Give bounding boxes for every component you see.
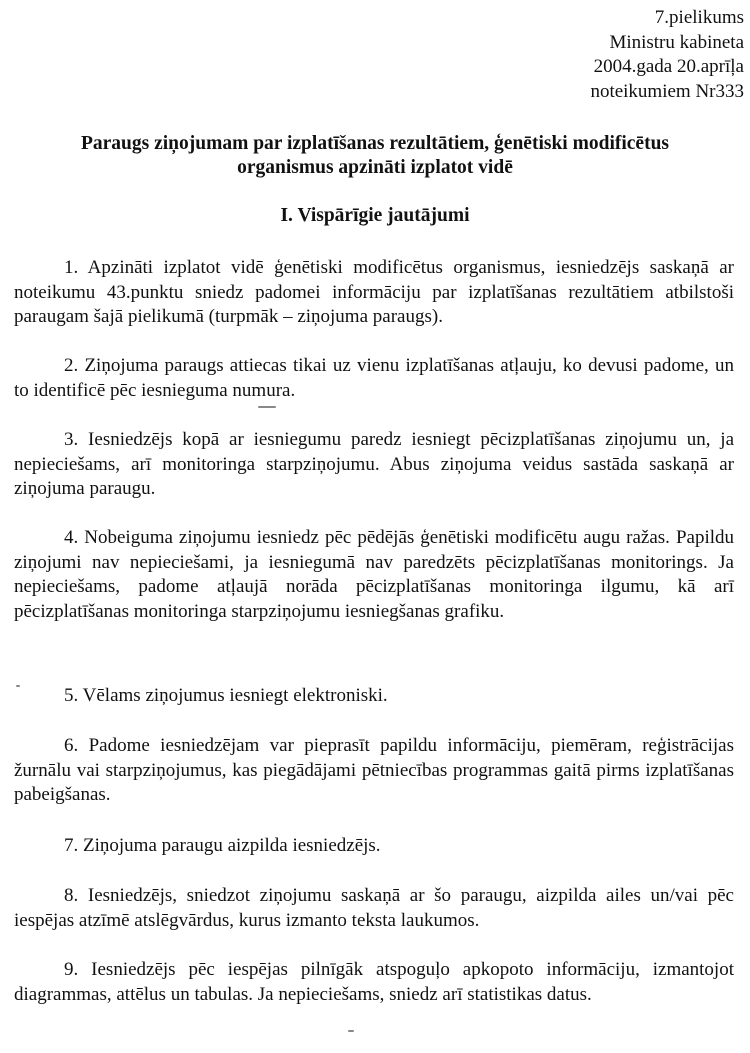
document-title — [10, 132, 740, 180]
paragraph-2: 2. Ziņojuma paraugs attiecas tikai uz vienu izplatīšanas atļauju, ko devusi padome, un to identificē pēc iesnieguma numura. — [14, 355, 734, 401]
paragraph-6: 6. Padome iesniedzējam var pieprasīt papildu informāciju, piemēram, reģistrācijas žurnālu vai starpziņojumus, kas piegādājami pētniecības programmas gaitā pirms izplatīšanas pabeigšanas. — [14, 735, 734, 806]
regulation-number: noteikumiem Nr333 — [590, 80, 744, 102]
document-title-line-1: Paraugs ziņojumam par izplatīšanas rezultātiem, ģenētiski modificētus — [80, 133, 670, 154]
section-heading: I. Vispārīgie jautājumi — [280, 205, 470, 226]
document-title-line-2: organismus apzināti izplatot vidē — [237, 157, 513, 178]
regulation-date: 2004.gada 20.aprīļa — [593, 56, 744, 77]
paragraph-8: 8. Iesniedzējs, sniedzot ziņojumu saskaņā ar šo paraugu, aizpilda ailes un/vai pēc iespējas atzīmē atslēgvārdus, kurus izmanto teksta laukumos. — [14, 885, 734, 931]
annex-number: 7.pielikums — [654, 7, 744, 28]
scan-smudge-mark — [258, 406, 276, 408]
paragraph-3: 3. Iesniedzējs kopā ar iesniegumu paredz iesniegt pēcizplatīšanas ziņojumu un, ja nepieciešams, arī monitoringa starpziņojumu. Abus ziņojuma veidus sastāda saskaņā ar ziņojuma paraugu. — [14, 429, 734, 500]
scan-dash-mark — [348, 1030, 354, 1032]
paragraph-7: 7. Ziņojuma paraugu aizpilda iesniedzējs. — [64, 835, 381, 856]
annex-header — [484, 6, 744, 104]
paragraph-1: 1. Apzināti izplatot vidē ģenētiski modificētus organismus, iesniedzējs saskaņā ar noteikumu 43.punktu sniedz padomei informāciju par izplatīšanas rezultātiem atbilstoši paraugam šajā pielikumā (turpmāk – ziņojuma paraugs). — [14, 257, 734, 328]
paragraph-5: 5. Vēlams ziņojumus iesniegt elektroniski. — [64, 685, 388, 706]
paragraph-9: 9. Iesniedzējs pēc iespējas pilnīgāk atspoguļo apkopoto informāciju, izmantojot diagrammas, attēlus un tabulas. Ja nepieciešams, sniedz arī statistikas datus. — [14, 959, 734, 1005]
paragraph-4: 4. Nobeiguma ziņojumu iesniedz pēc pēdējās ģenētiski modificētu augu ražas. Papildu ziņojumi nav nepieciešami, ja iesniegumā nav paredzēts pēcizplatīšanas monitorings. Ja nepieciešams, padome atļaujā norāda pēcizplatīšanas monitoringa ilgumu, kā arī pēcizplatīšanas monitoringa starpziņojumu iesniegšanas grafiku. — [14, 527, 734, 622]
scan-dot-mark — [16, 685, 20, 687]
issuing-body: Ministru kabineta — [609, 31, 744, 53]
